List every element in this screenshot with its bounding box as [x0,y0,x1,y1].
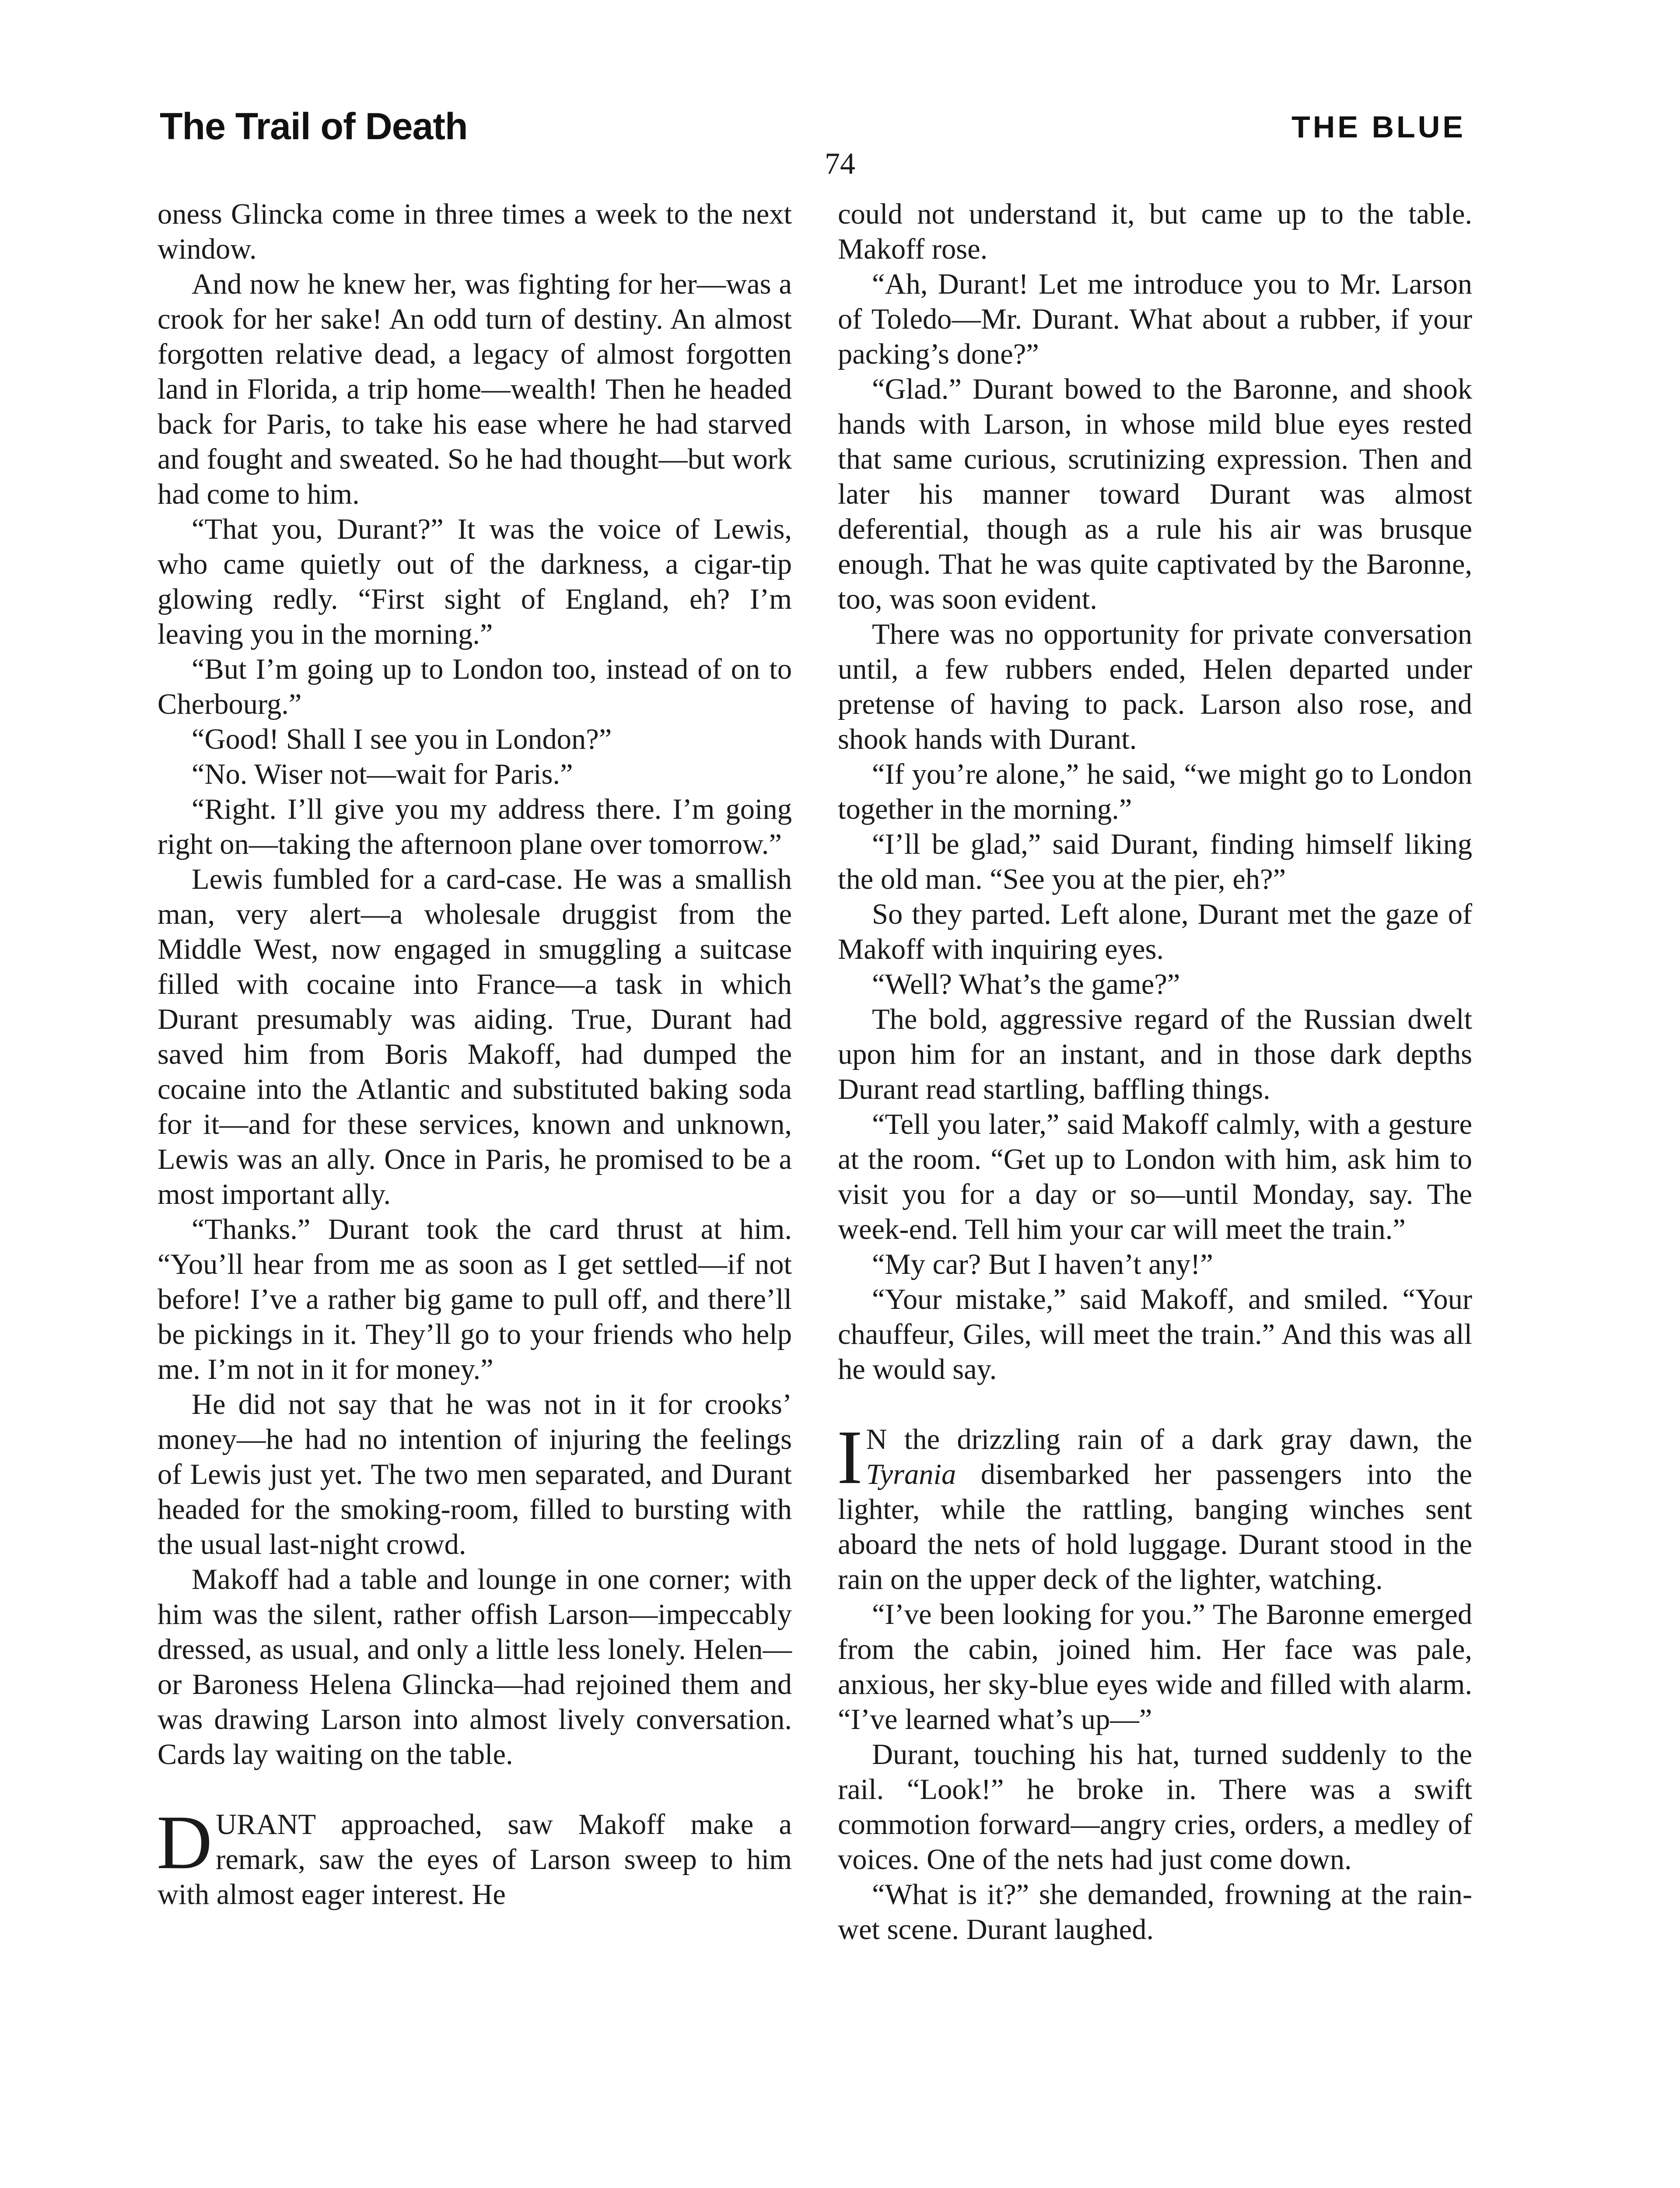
paragraph: “Your mistake,” said Makoff, and smiled. “Your chauffeur, Giles, will meet the train.” And this was all he would say. [838,1283,1472,1385]
story-title: The Trail of Death [160,105,468,147]
paragraph: He did not say that he was not in it for crooks’ money—he had no intention of injuring the feelings of Lewis just yet. The two men separated, and Durant headed for the smoking-room, filled to bursting with the usual last-night crowd. [158,1389,792,1560]
section-text: disembarked her passengers into the lighter, while the rattling, banging winches sent aboard the nets of hold luggage. Durant stood in the rain on the upper deck of the lighter, watching. [838,1459,1472,1595]
paragraph: “My car? But I haven’t any!” [872,1248,1213,1280]
paragraph: “No. Wiser not—wait for Paris.” [192,758,573,790]
page-header [160,105,1466,153]
left-column [158,197,792,1912]
paragraph: “Good! Shall I see you in London?” [192,723,612,755]
paragraph: “I’ll be glad,” said Durant, finding himself liking the old man. “See you at the pier, eh?” [838,828,1472,895]
paragraph: “What is it?” she demanded, frowning at the rain-wet scene. Durant laughed. [838,1879,1472,1946]
paragraph: The bold, aggressive regard of the Russian dwelt upon him for an instant, and in those dark depths Durant read startling, baffling things. [838,1003,1472,1105]
right-column [838,197,1472,1947]
paragraph: “If you’re alone,” he said, “we might go to London together in the morning.” [838,758,1472,825]
paragraph: Durant, touching his hat, turned suddenly to the rail. “Look!” he broke in. There was a swift commotion forward—angry cries, orders, a medley of voices. One of the nets had just come down. [838,1739,1472,1876]
section-start-paragraph [837,1415,1472,1597]
ship-name: Tyrania [866,1459,956,1490]
paragraph: Lewis fumbled for a card-case. He was a smallish man, very alert—a wholesale druggist from the Middle West, now engaged in smuggling a suitcase filled with cocaine into France—a task in which Durant presumably was aiding. True, Durant had saved him from Boris Makoff, had dumped the cocaine into the Atlantic and substituted baking soda for it—and for these services, known and unknown, Lewis was an ally. Once in Paris, he promised to be a most important ally. [158,863,792,1210]
paragraph: There was no opportunity for private conversation until, a few rubbers ended, Helen departed under pretense of having to pack. Larson also rose, and shook hands with Durant. [838,618,1472,755]
paragraph: “Right. I’ll give you my address there. I’m going right on—taking the afternoon plane over tomorrow.” [158,793,792,860]
paragraph: oness Glincka come in three times a week to the next window. [158,198,792,265]
magazine-name: THE BLUE [1292,110,1466,144]
paragraph: “Well? What’s the game?” [872,968,1180,1000]
drop-cap: D [157,1800,213,1885]
paragraph: “That you, Durant?” It was the voice of Lewis, who came quietly out of the darkness, a cigar-tip glowing redly. “First sight of England, eh? I’m leaving you in the morning.” [158,513,792,650]
paragraph: “Ah, Durant! Let me introduce you to Mr. Larson of Toledo—Mr. Durant. What about a rubber, if your packing’s done?” [838,268,1472,370]
paragraph: And now he knew her, was fighting for her—was a crook for her sake! An odd turn of destiny. An almost forgotten relative dead, a legacy of almost forgotten land in Florida, a trip home—wealth! Then he headed back for Paris, to take his ease where he had starved and fought and sweated. So he had thought—but work had come to him. [158,268,792,510]
paragraph: “Glad.” Durant bowed to the Baronne, and shook hands with Larson, in whose mild blue eyes rested that same curious, scrutinizing expression. Then and later his manner toward Durant was almost deferential, though as a rule his air was brusque enough. That he was quite captivated by the Baronne, too, was soon evident. [838,373,1472,615]
paragraph: So they parted. Left alone, Durant met the gaze of Makoff with inquiring eyes. [838,898,1472,965]
section-start-paragraph [157,1800,792,1912]
drop-cap: I [837,1415,863,1500]
paragraph: “Tell you later,” said Makoff calmly, with a gesture at the room. “Get up to London with him, ask him to visit you for a day or so—until Monday, say. The week-end. Tell him your car will meet the train.” [838,1108,1472,1245]
page-number: 74 [825,147,855,181]
paragraph: “But I’m going up to London too, instead of on to Cherbourg.” [158,653,792,720]
section-text: N the drizzling rain of a dark gray dawn, the [866,1424,1472,1455]
paragraph: “Thanks.” Durant took the card thrust at him. “You’ll hear from me as soon as I get settled—if not before! I’ve a rather big game to pull off, and there’ll be pickings in it. They’ll go to your friends who help me. I’m not in it for money.” [158,1213,792,1385]
paragraph: Makoff had a table and lounge in one corner; with him was the silent, rather offish Larson—impeccably dressed, as usual, and only a little less lonely. Helen—or Baroness Helena Glincka—had rejoined them and was drawing Larson into almost lively conversation. Cards lay waiting on the table. [158,1564,792,1771]
paragraph: could not understand it, but came up to the table. Makoff rose. [838,198,1472,265]
paragraph: “I’ve been looking for you.” The Baronne emerged from the cabin, joined him. Her face was pale, anxious, her sky-blue eyes wide and filled with alarm. “I’ve learned what’s up—” [838,1599,1472,1736]
section-text: URANT approached, saw Makoff make a remark, saw the eyes of Larson sweep to him with almost eager interest. He [158,1809,792,1911]
